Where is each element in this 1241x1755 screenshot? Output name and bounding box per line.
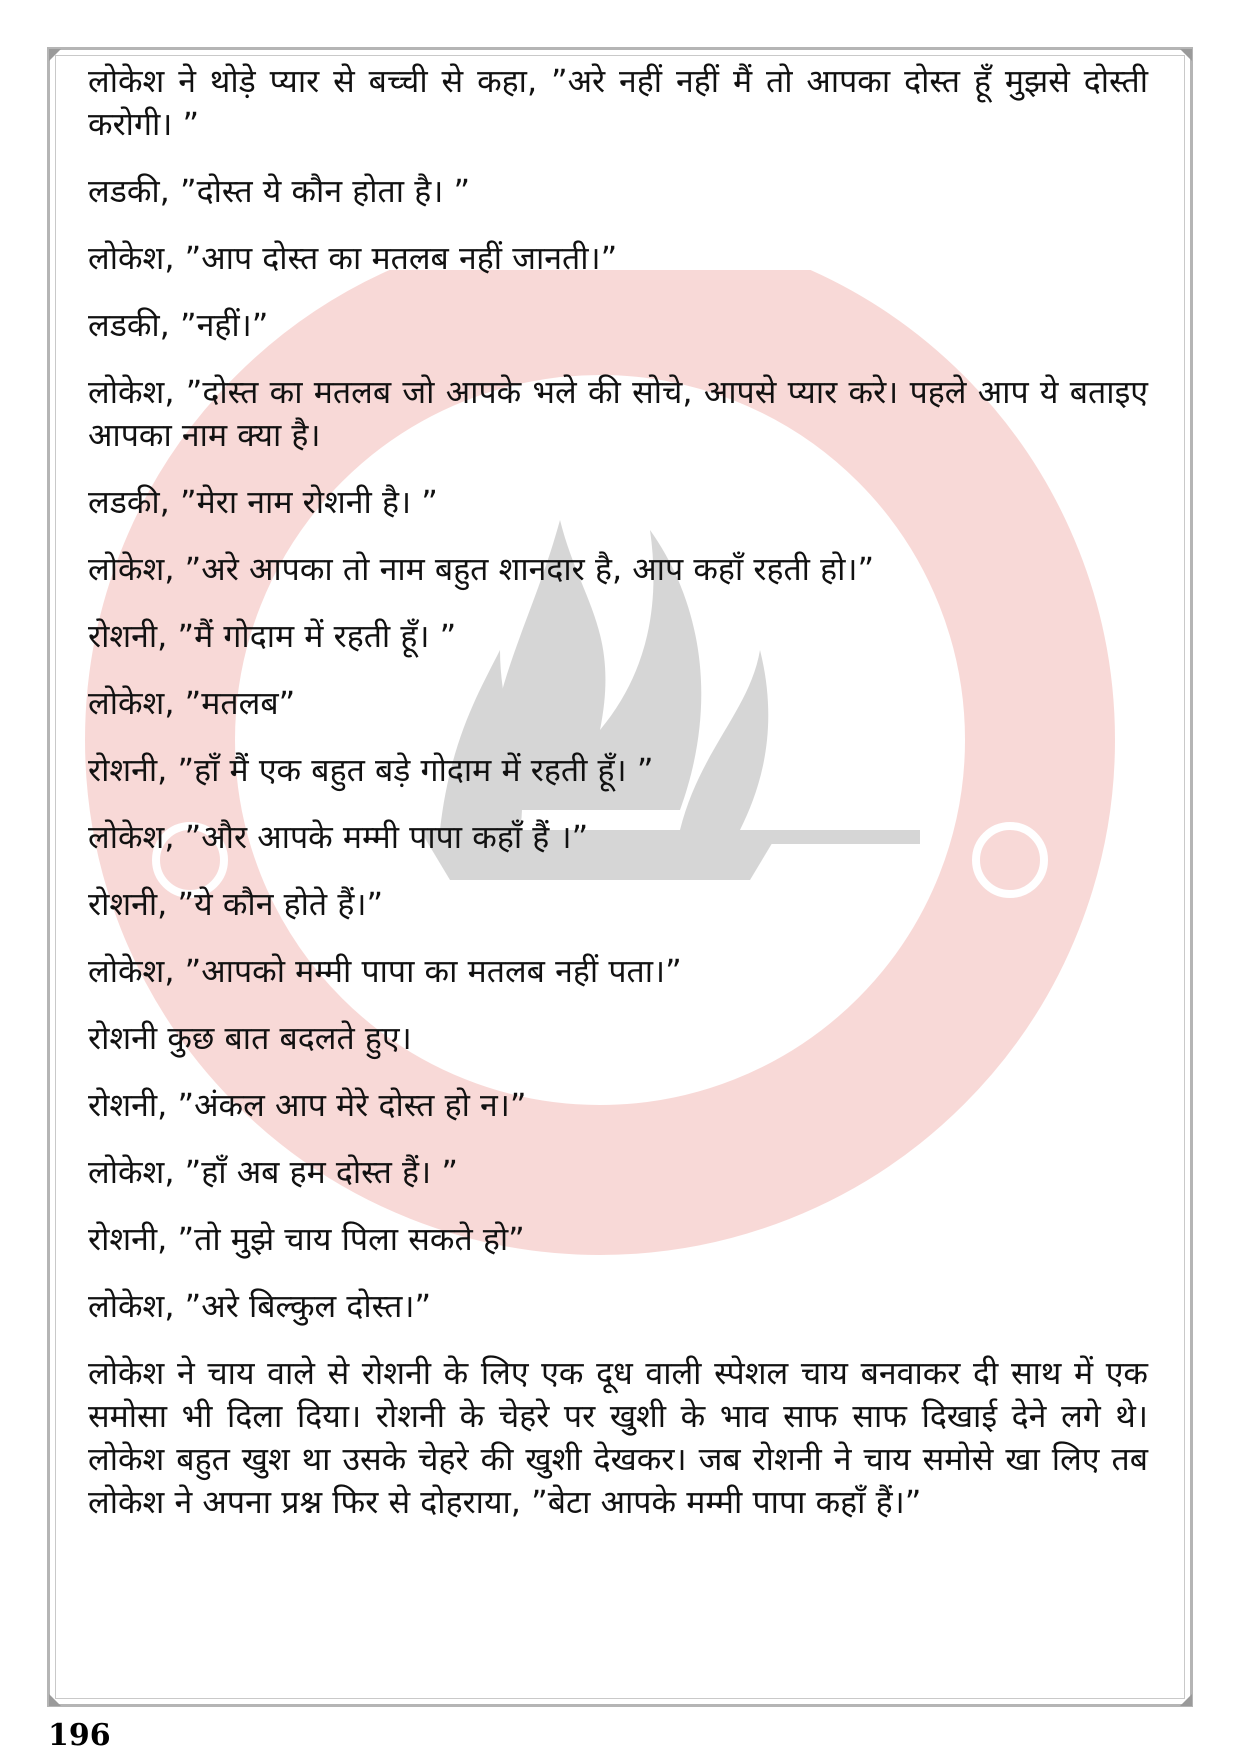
paragraph: लोकेश, ”हाँ अब हम दोस्त हैं। ”: [88, 1153, 458, 1191]
paragraph: लोकेश, ”आप दोस्त का मतलब नहीं जानती।”: [88, 239, 618, 277]
paragraph: लोकेश, ”और आपके मम्मी पापा कहाँ हैं ।”: [88, 818, 589, 856]
paragraph: लोकेश ने चाय वाले से रोशनी के लिए एक दूध वाली स्पेशल चाय बनवाकर दी साथ में एक समोसा भी दिला दिया। रोशनी के चेहरे पर खुशी के भाव साफ साफ दिखाई देने लगे थे। लोकेश बहुत खुश था उसके चेहरे की खुशी देखकर। जब रोशनी ने चाय समोसे खा लिए तब लोकेश ने अपना प्रश्न फिर से दोहराया, ”बेटा आपके मम्मी पापा कहाँ हैं।”: [88, 1354, 1148, 1521]
paragraph: रोशनी, ”मैं गोदाम में रहती हूँ। ”: [88, 617, 457, 655]
paragraph: लोकेश, ”अरे बिल्कुल दोस्त।”: [88, 1287, 432, 1325]
paragraph: रोशनी, ”तो मुझे चाय पिला सकते हो”: [88, 1220, 525, 1258]
paragraph: रोशनी, ”ये कौन होते हैं।”: [88, 885, 384, 923]
paragraph: लोकेश, ”आपको मम्मी पापा का मतलब नहीं पता।”: [88, 952, 682, 990]
paragraph: लोकेश ने थोड़े प्यार से बच्ची से कहा, ”अरे नहीं नहीं मैं तो आपका दोस्त हूँ मुझसे दोस्ती करोगी। ”: [88, 62, 1148, 143]
paragraph: रोशनी, ”हाँ मैं एक बहुत बड़े गोदाम में रहती हूँ। ”: [88, 751, 654, 789]
corner-ornament-bottom-right: [1180, 1694, 1192, 1706]
page-body: [88, 60, 1148, 1548]
paragraph: लोकेश, ”मतलब”: [88, 684, 296, 722]
corner-ornament-top-left: [49, 49, 61, 61]
paragraph: लडकी, ”नहीं।”: [88, 306, 269, 344]
paragraph: लोकेश, ”अरे आपका तो नाम बहुत शानदार है, आप कहाँ रहती हो।”: [88, 550, 875, 588]
paragraph: रोशनी, ”अंकल आप मेरे दोस्त हो न।”: [88, 1086, 527, 1124]
corner-ornament-top-right: [1180, 49, 1192, 61]
paragraph: रोशनी कुछ बात बदलते हुए।: [88, 1019, 412, 1057]
page-number: 196: [48, 1718, 111, 1753]
paragraph: लडकी, ”मेरा नाम रोशनी है। ”: [88, 483, 438, 521]
paragraph: लोकेश, ”दोस्त का मतलब जो आपके भले की सोचे, आपसे प्यार करे। पहले आप ये बताइए आपका नाम क्या है।: [88, 373, 1148, 454]
corner-ornament-bottom-left: [49, 1694, 61, 1706]
paragraph: लडकी, ”दोस्त ये कौन होता है। ”: [88, 172, 471, 210]
